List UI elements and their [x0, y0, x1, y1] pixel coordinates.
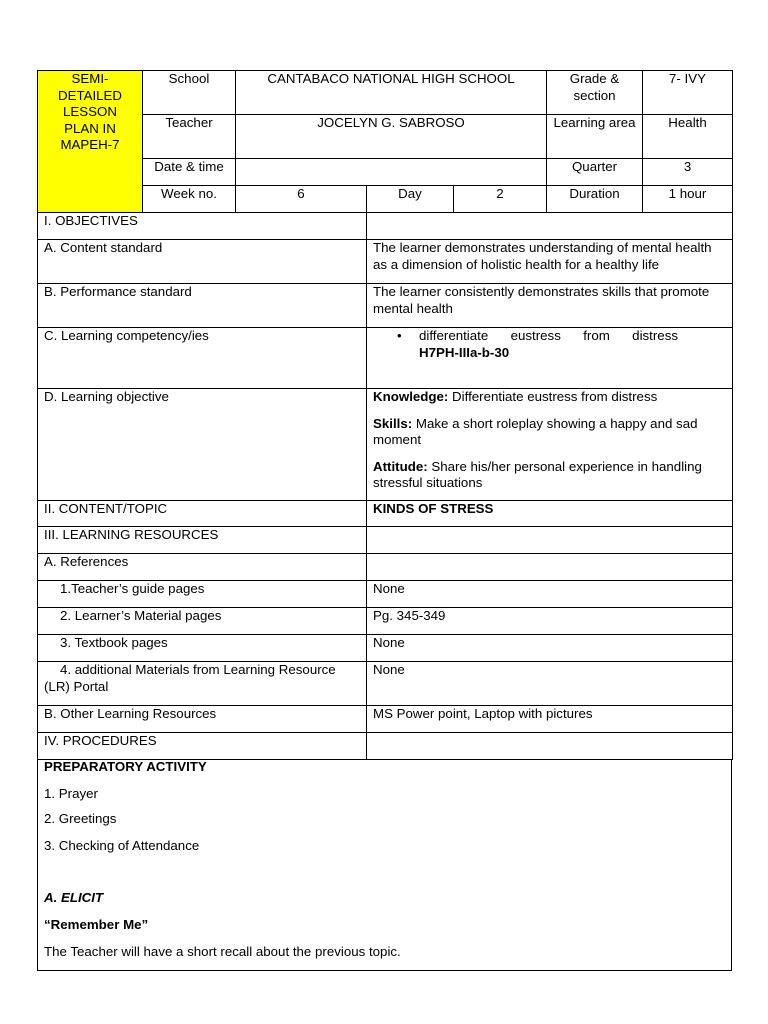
- learning-objective-label: D. Learning objective: [38, 389, 367, 501]
- date-label: Date & time: [143, 159, 236, 186]
- knowledge-objective: Knowledge: Differentiate eustress from distress: [373, 389, 658, 404]
- content-topic-value: KINDS OF STRESS: [367, 501, 733, 527]
- header-table: [37, 70, 733, 213]
- week-label: Week no.: [143, 186, 236, 213]
- textbook-pages-label: 3. Textbook pages: [38, 635, 367, 662]
- performance-standard-value: The learner consistently demonstrates skills that promote mental health: [367, 284, 733, 328]
- tg-pages-label: 1.Teacher’s guide pages: [38, 581, 367, 608]
- duration-value: 1 hour: [643, 186, 733, 213]
- activity-text: The Teacher will have a short recall about the previous topic.: [44, 944, 401, 959]
- quarter-value: 3: [643, 159, 733, 186]
- lesson-plan-title: SEMI- DETAILED LESSON PLAN IN MAPEH-7: [38, 71, 143, 213]
- body-table: [37, 212, 733, 760]
- additional-materials-value: None: [367, 662, 733, 706]
- day-label: Day: [367, 186, 454, 213]
- tg-pages-value: None: [367, 581, 733, 608]
- textbook-pages-value: None: [367, 635, 733, 662]
- teacher-label: Teacher: [143, 115, 236, 159]
- objectives-heading: I. OBJECTIVES: [38, 213, 367, 240]
- procedure-item: 3. Checking of Attendance: [44, 838, 200, 853]
- area-label: Learning area: [547, 115, 643, 159]
- activity-title: “Remember Me”: [44, 917, 149, 932]
- day-value: 2: [454, 186, 547, 213]
- learning-resources-heading: III. LEARNING RESOURCES: [38, 527, 367, 554]
- procedure-item: 1. Prayer: [44, 786, 98, 801]
- competency-value: differentiate eustress from distress: [419, 328, 678, 343]
- other-resources-label: B. Other Learning Resources: [38, 706, 367, 733]
- area-value: Health: [643, 115, 733, 159]
- references-heading: A. References: [38, 554, 367, 581]
- skills-objective: Skills: Make a short roleplay showing a happy and sad moment: [373, 415, 698, 447]
- learning-objective-cell: [367, 389, 733, 501]
- content-topic-label: II. CONTENT/TOPIC: [38, 501, 367, 527]
- duration-label: Duration: [547, 186, 643, 213]
- content-standard-label: A. Content standard: [38, 240, 367, 284]
- lm-pages-label: 2. Learner’s Material pages: [38, 608, 367, 635]
- content-standard-value: The learner demonstrates understanding of mental health as a dimension of holistic health for a healthy life: [367, 240, 733, 284]
- bullet-icon: •: [397, 328, 402, 343]
- preparatory-heading: PREPARATORY ACTIVITY: [44, 759, 207, 774]
- school-label: School: [143, 71, 236, 115]
- procedures-heading: IV. PROCEDURES: [38, 733, 367, 760]
- competency-label: C. Learning competency/ies: [38, 328, 367, 389]
- additional-materials-label: 4. additional Materials from Learning Resource (LR) Portal: [38, 662, 367, 706]
- procedure-section: [37, 759, 732, 971]
- elicit-heading: A. ELICIT: [44, 890, 104, 905]
- procedure-item: 2. Greetings: [44, 811, 117, 826]
- performance-standard-label: B. Performance standard: [38, 284, 367, 328]
- grade-label: Grade & section: [547, 71, 643, 115]
- date-value: [236, 159, 547, 186]
- week-value: 6: [236, 186, 367, 213]
- school-value: CANTABACO NATIONAL HIGH SCHOOL: [236, 71, 547, 115]
- competency-cell: [367, 328, 733, 389]
- attitude-objective: Attitude: Share his/her personal experience in handling stressful situations: [373, 458, 702, 490]
- quarter-label: Quarter: [547, 159, 643, 186]
- teacher-value: JOCELYN G. SABROSO: [236, 115, 547, 159]
- lm-pages-value: Pg. 345-349: [367, 608, 733, 635]
- grade-value: 7- IVY: [643, 71, 733, 115]
- other-resources-value: MS Power point, Laptop with pictures: [367, 706, 733, 733]
- competency-code: H7PH-IIIa-b-30: [419, 344, 510, 360]
